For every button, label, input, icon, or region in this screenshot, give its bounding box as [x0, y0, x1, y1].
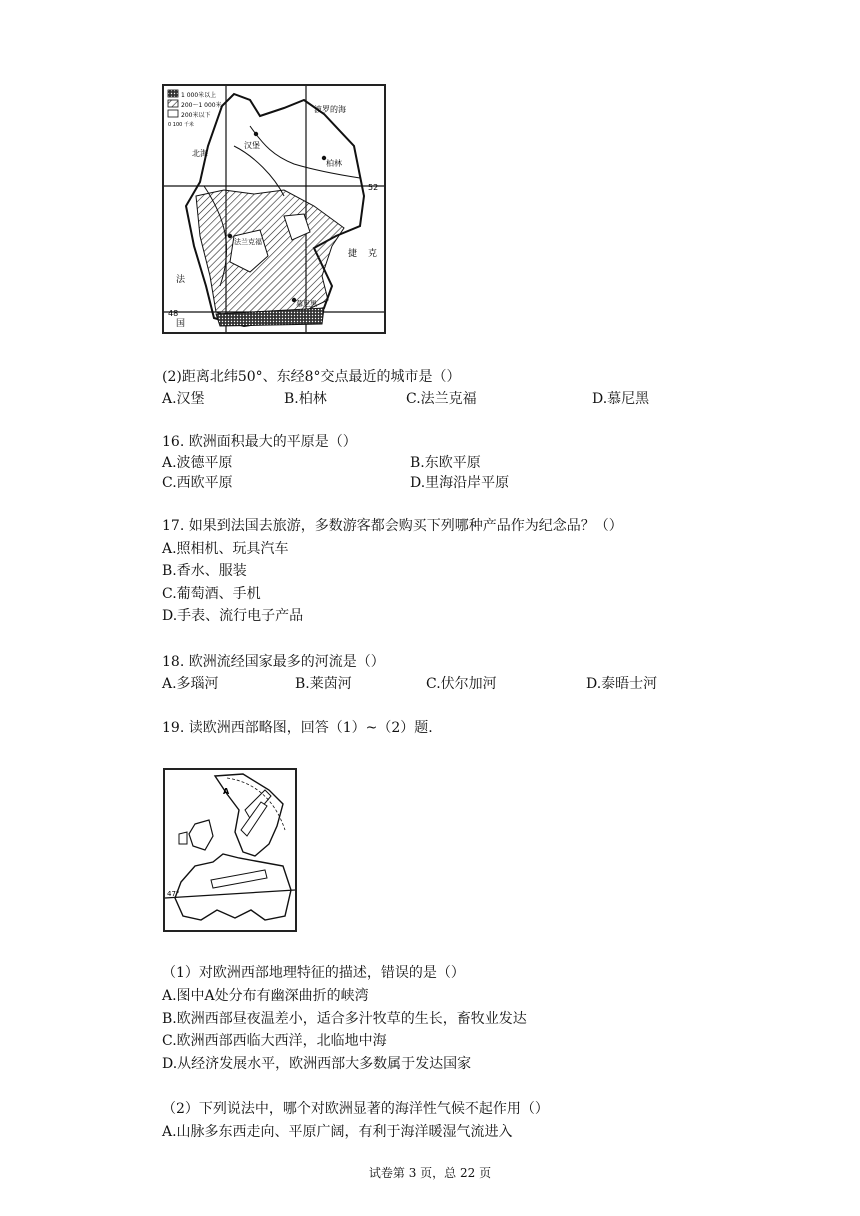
country-label-ke: 克: [368, 249, 378, 259]
city-munich: 慕尼黑: [296, 300, 317, 308]
q18-option-d[interactable]: D.泰晤士河: [586, 676, 658, 692]
q16-option-c[interactable]: C.西欧平原: [162, 475, 233, 491]
lat-label-48: 48: [168, 309, 179, 318]
germany-map-svg: [164, 86, 384, 332]
q15-2-option-d[interactable]: D.慕尼黑: [592, 391, 650, 407]
sea-label-baltic: 波罗的海: [314, 105, 346, 114]
q18-stem: 18. 欧洲流经国家最多的河流是（）: [162, 654, 385, 670]
q15-2-option-b[interactable]: B.柏林: [284, 391, 327, 407]
q19-1-option-d[interactable]: D.从经济发展水平，欧洲西部大多数属于发达国家: [162, 1056, 472, 1072]
legend-item-2: 200～1 000米: [181, 102, 222, 109]
mainland-outline: [175, 854, 291, 920]
q19-stem: 19. 读欧洲西部略图，回答（1）~（2）题.: [162, 720, 433, 736]
q16-option-d[interactable]: D.里海沿岸平原: [410, 475, 510, 491]
q19-1-option-c[interactable]: C.欧洲西部西临大西洋，北临地中海: [162, 1033, 387, 1049]
alps-band: [211, 870, 267, 888]
city-hamburg: 汉堡: [244, 141, 260, 150]
country-label-guo: 国: [176, 319, 186, 329]
q16-option-b[interactable]: B.东欧平原: [410, 455, 481, 471]
page-footer: 试卷第 3 页，总 22 页: [368, 1166, 492, 1180]
legend-scale: 0 100 千米: [168, 122, 194, 128]
q16-stem: 16. 欧洲面积最大的平原是（）: [162, 434, 357, 450]
city-berlin: 柏林: [326, 159, 342, 168]
q16-option-a[interactable]: A.波德平原: [162, 455, 233, 471]
germany-relief-map: [162, 84, 386, 334]
q18-option-c[interactable]: C.伏尔加河: [426, 676, 497, 692]
q18-option-a[interactable]: A.多瑙河: [162, 676, 219, 692]
q19-2-option-a[interactable]: A.山脉多东西走向、平原广阔，有利于海洋暖湿气流进入: [162, 1124, 513, 1140]
q18-option-b[interactable]: B.莱茵河: [295, 676, 352, 692]
q19-1-option-a[interactable]: A.图中A处分布有幽深曲折的峡湾: [162, 988, 369, 1004]
upland-region: [196, 190, 344, 322]
country-label-fa: 法: [176, 275, 186, 285]
map-lat-47: 47°: [167, 890, 180, 898]
q19-2-stem: （2）下列说法中，哪个对欧洲显著的海洋性气候不起作用（）: [162, 1101, 549, 1117]
country-label-jie: 捷: [348, 249, 358, 259]
q17-option-a[interactable]: A.照相机、玩具汽车: [162, 541, 289, 557]
q15-2-option-a[interactable]: A.汉堡: [162, 391, 205, 407]
legend-item-1: 1 000米以上: [181, 92, 217, 99]
q17-option-c[interactable]: C.葡萄酒、手机: [162, 586, 261, 602]
q19-1-stem: （1）对欧洲西部地理特征的描述，错误的是（）: [162, 965, 465, 981]
q15-2-stem: (2)距离北纬50°、东经8°交点最近的城市是（）: [162, 369, 461, 385]
q17-option-d[interactable]: D.手表、流行电子产品: [162, 608, 304, 624]
city-frankfurt: 法兰克福: [234, 238, 262, 246]
legend-item-3: 200米以下: [181, 112, 211, 119]
western-europe-svg: [165, 770, 295, 930]
q19-1-option-b[interactable]: B.欧洲西部昼夜温差小，适合多汁牧草的生长，畜牧业发达: [162, 1011, 527, 1027]
q15-2-option-c[interactable]: C.法兰克福: [406, 391, 477, 407]
western-europe-map: [163, 768, 297, 932]
map-point-a: A: [223, 787, 230, 796]
british-isles-outline: [189, 820, 213, 850]
q17-stem: 17. 如果到法国去旅游，多数游客都会购买下列哪种产品作为纪念品？（）: [162, 518, 623, 534]
lat-label-52: 52: [368, 183, 379, 192]
q17-option-b[interactable]: B.香水、服装: [162, 563, 247, 579]
sea-label-north: 北海: [192, 149, 208, 158]
